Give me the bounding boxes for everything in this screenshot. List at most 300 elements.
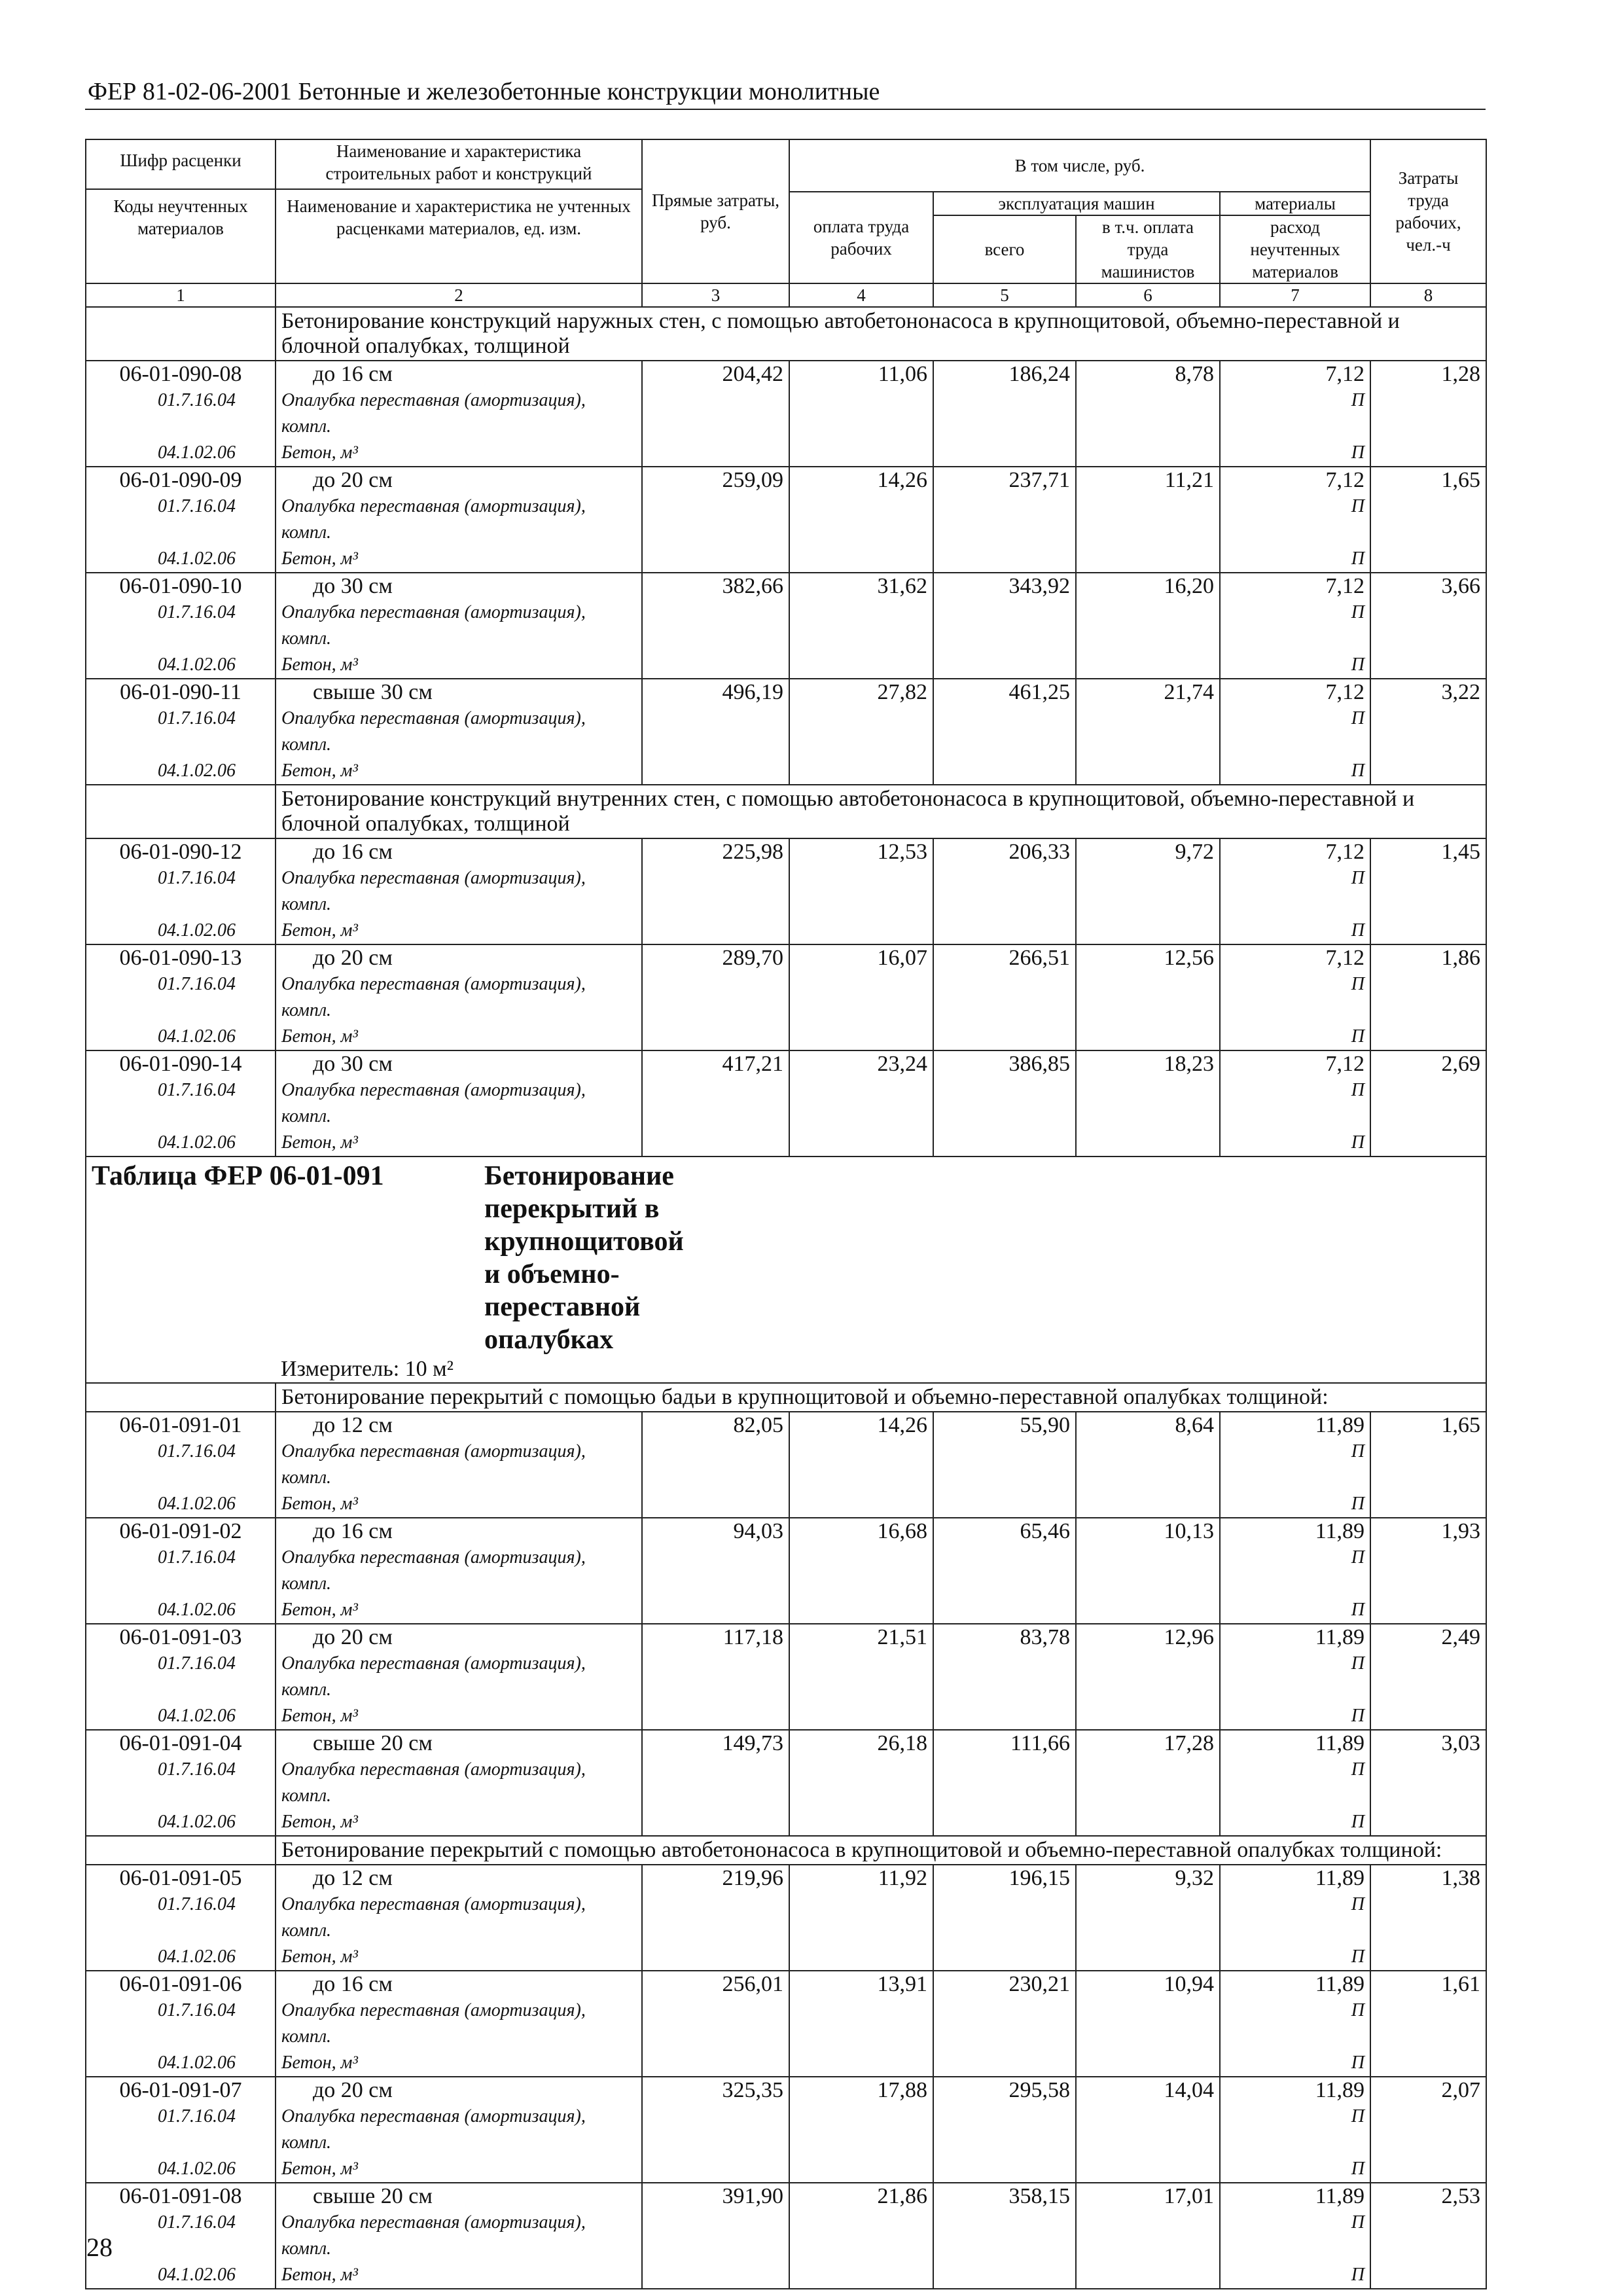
rate-code-cell [86, 573, 276, 679]
header-machines: эксплуатация машин [933, 192, 1220, 215]
material-project-mark: П [1351, 548, 1365, 569]
section-heading-empty [86, 307, 276, 361]
rate-code: 06-01-091-07 [119, 2078, 242, 2102]
material-name: Бетон, м³ [281, 2159, 358, 2179]
rate-code-cell [86, 361, 276, 467]
labor-hours: 1,28 [1441, 362, 1481, 386]
material-project-mark: П [1351, 1946, 1365, 1967]
table-row [86, 2077, 1486, 2183]
subtable-label: Таблица ФЕР 06-01-091 [92, 1161, 384, 1191]
table-row [86, 1865, 1486, 1971]
material-use: 11,89 [1315, 1731, 1365, 1755]
material-project-mark: П [1351, 602, 1365, 622]
machines-total-cell [933, 1865, 1076, 1971]
header-including: В том числе, руб. [789, 139, 1370, 192]
direct-costs-cell [642, 944, 789, 1050]
machines-total-cell [933, 361, 1076, 467]
labor-hours: 1,61 [1441, 1972, 1481, 1996]
material-code: 01.7.16.04 [158, 602, 236, 622]
direct-costs: 391,90 [722, 2184, 783, 2208]
machinist-pay-cell [1076, 1412, 1220, 1518]
direct-costs-cell [642, 1412, 789, 1518]
work-name-cell [276, 1865, 642, 1971]
machinist-pay: 8,64 [1175, 1413, 1214, 1437]
work-name-cell [276, 1730, 642, 1836]
machines-total: 206,33 [1008, 840, 1070, 864]
labor-hours-cell [1370, 1971, 1486, 2077]
machines-total: 461,25 [1008, 680, 1070, 704]
table-row [86, 2183, 1486, 2289]
labor-pay-cell [789, 838, 933, 944]
direct-costs: 82,05 [733, 1413, 783, 1437]
labor-hours-cell [1370, 679, 1486, 785]
material-code: 04.1.02.06 [158, 1706, 236, 1726]
material-use: 11,89 [1315, 1866, 1365, 1890]
material-project-mark: П [1351, 2212, 1365, 2233]
material-code: 01.7.16.04 [158, 1894, 236, 1914]
labor-hours-cell [1370, 467, 1486, 573]
machinist-pay: 8,78 [1175, 362, 1214, 386]
direct-costs-cell [642, 1624, 789, 1730]
work-name: до 20 см [313, 468, 393, 492]
material-use-cell [1220, 1865, 1370, 1971]
material-code: 04.1.02.06 [158, 1132, 236, 1153]
material-name: Опалубка переставная (амортизация), компл. [281, 974, 586, 1020]
material-use-cell [1220, 2077, 1370, 2183]
table-row [86, 573, 1486, 679]
material-name: Бетон, м³ [281, 2265, 358, 2285]
material-use: 7,12 [1325, 1052, 1365, 1076]
rate-code: 06-01-091-01 [119, 1413, 242, 1437]
work-name: до 16 см [313, 840, 393, 864]
direct-costs-cell [642, 1971, 789, 2077]
work-name: до 16 см [313, 1972, 393, 1996]
labor-hours: 2,07 [1441, 2078, 1481, 2102]
material-use-cell [1220, 467, 1370, 573]
machines-total-cell [933, 1050, 1076, 1157]
material-project-mark: П [1351, 442, 1365, 463]
table-body [86, 307, 1486, 2289]
labor-pay-cell [789, 1624, 933, 1730]
machinist-pay: 21,74 [1164, 680, 1214, 704]
labor-hours: 1,65 [1441, 1413, 1481, 1437]
labor-hours-cell [1370, 2077, 1486, 2183]
labor-hours: 3,66 [1441, 574, 1481, 598]
table-row [86, 1971, 1486, 2077]
meter-cell [276, 1356, 1486, 1383]
material-name: Опалубка переставная (амортизация), компл. [281, 708, 586, 755]
machines-total: 83,78 [1020, 1625, 1070, 1649]
material-name: Бетон, м³ [281, 1132, 358, 1153]
machinist-pay: 9,32 [1175, 1866, 1214, 1890]
material-project-mark: П [1351, 1600, 1365, 1620]
material-use: 7,12 [1325, 362, 1365, 386]
rate-code-cell [86, 1624, 276, 1730]
material-project-mark: П [1351, 1759, 1365, 1780]
machinist-pay: 12,96 [1164, 1625, 1214, 1649]
machinist-pay-cell [1076, 679, 1220, 785]
material-use: 7,12 [1325, 840, 1365, 864]
material-code: 04.1.02.06 [158, 442, 236, 463]
material-use: 7,12 [1325, 946, 1365, 970]
material-code: 01.7.16.04 [158, 1441, 236, 1462]
col-num-8: 8 [1370, 283, 1486, 307]
machinist-pay-cell [1076, 2077, 1220, 2183]
direct-costs: 417,21 [722, 1052, 783, 1076]
rate-code: 06-01-090-08 [119, 362, 242, 386]
direct-costs-cell [642, 838, 789, 944]
material-use-cell [1220, 1412, 1370, 1518]
work-name-cell [276, 1050, 642, 1157]
labor-pay-cell [789, 361, 933, 467]
rate-code: 06-01-091-03 [119, 1625, 242, 1649]
labor-pay-cell [789, 1518, 933, 1624]
material-use: 11,89 [1315, 2078, 1365, 2102]
material-use: 11,89 [1315, 1625, 1365, 1649]
material-name: Опалубка переставная (амортизация), компл. [281, 1653, 586, 1700]
labor-pay: 21,86 [877, 2184, 927, 2208]
col-num-5: 5 [933, 283, 1076, 307]
labor-pay: 27,82 [877, 680, 927, 704]
subtable-heading-row [86, 1157, 1486, 1356]
rate-code: 06-01-090-10 [119, 574, 242, 598]
material-code: 01.7.16.04 [158, 868, 236, 888]
direct-costs: 289,70 [722, 946, 783, 970]
material-project-mark: П [1351, 2106, 1365, 2126]
material-code: 04.1.02.06 [158, 2265, 236, 2285]
work-name: до 30 см [313, 574, 393, 598]
labor-pay: 17,88 [877, 2078, 927, 2102]
material-use-cell [1220, 838, 1370, 944]
material-use: 7,12 [1325, 680, 1365, 704]
section-heading-row [86, 1836, 1486, 1865]
direct-costs-cell [642, 361, 789, 467]
material-project-mark: П [1351, 920, 1365, 941]
machinist-pay: 12,56 [1164, 946, 1214, 970]
work-name-cell [276, 467, 642, 573]
rate-code-cell [86, 1865, 276, 1971]
material-name: Бетон, м³ [281, 1812, 358, 1832]
material-project-mark: П [1351, 1080, 1365, 1100]
rate-code-cell [86, 1518, 276, 1624]
direct-costs: 256,01 [722, 1972, 783, 1996]
material-project-mark: П [1351, 1026, 1365, 1047]
material-name: Бетон, м³ [281, 442, 358, 463]
material-use-cell [1220, 1730, 1370, 1836]
machines-total: 65,46 [1020, 1519, 1070, 1543]
col-num-4: 4 [789, 283, 933, 307]
material-name: Бетон, м³ [281, 1946, 358, 1967]
material-project-mark: П [1351, 1706, 1365, 1726]
machines-total-cell [933, 1518, 1076, 1624]
direct-costs-cell [642, 1865, 789, 1971]
section-heading-empty [86, 1383, 276, 1412]
labor-hours-cell [1370, 1865, 1486, 1971]
material-name: Опалубка переставная (амортизация), компл. [281, 496, 586, 543]
machinist-pay-cell [1076, 1971, 1220, 2077]
header-materials: материалы [1220, 192, 1370, 215]
machines-total-cell [933, 1624, 1076, 1730]
direct-costs: 325,35 [722, 2078, 783, 2102]
header-machines-total: всего [933, 215, 1076, 283]
section-heading: Бетонирование конструкций внутренних стен, с помощью автобетононасоса в крупнощитовой, объемно-переставной и блочной опалубках, толщиной [276, 785, 1486, 838]
material-code: 01.7.16.04 [158, 1653, 236, 1674]
rate-code-cell [86, 944, 276, 1050]
material-project-mark: П [1351, 390, 1365, 410]
rate-code: 06-01-091-08 [119, 2184, 242, 2208]
work-name: свыше 20 см [313, 1731, 433, 1755]
material-name: Бетон, м³ [281, 761, 358, 781]
rate-code-cell [86, 2183, 276, 2289]
section-heading-row [86, 1383, 1486, 1412]
work-name-cell [276, 1412, 642, 1518]
rate-code: 06-01-091-06 [119, 1972, 242, 1996]
table-row [86, 838, 1486, 944]
labor-pay-cell [789, 467, 933, 573]
rate-code: 06-01-091-02 [119, 1519, 242, 1543]
material-name: Опалубка переставная (амортизация), компл. [281, 1547, 586, 1594]
labor-hours: 1,65 [1441, 468, 1481, 492]
header-labor-hours: Затраты труда рабочих, чел.-ч [1370, 139, 1486, 283]
labor-hours-cell [1370, 1730, 1486, 1836]
rate-code: 06-01-090-12 [119, 840, 242, 864]
labor-hours: 3,22 [1441, 680, 1481, 704]
machinist-pay-cell [1076, 1624, 1220, 1730]
direct-costs-cell [642, 1518, 789, 1624]
material-code: 04.1.02.06 [158, 2053, 236, 2073]
direct-costs-cell [642, 2077, 789, 2183]
material-use-cell [1220, 361, 1370, 467]
machinist-pay: 14,04 [1164, 2078, 1214, 2102]
rate-code: 06-01-090-11 [120, 680, 241, 704]
material-name: Бетон, м³ [281, 920, 358, 941]
machinist-pay-cell [1076, 1865, 1220, 1971]
rate-code: 06-01-090-14 [119, 1052, 242, 1076]
machines-total: 358,15 [1008, 2184, 1070, 2208]
machines-total: 386,85 [1008, 1052, 1070, 1076]
labor-pay: 16,68 [877, 1519, 927, 1543]
machinist-pay: 10,13 [1164, 1519, 1214, 1543]
labor-hours: 2,69 [1441, 1052, 1481, 1076]
machines-total: 230,21 [1008, 1972, 1070, 1996]
rate-code: 06-01-090-09 [119, 468, 242, 492]
labor-pay-cell [789, 1971, 933, 2077]
material-name: Опалубка переставная (амортизация), компл. [281, 2106, 586, 2153]
section-heading: Бетонирование конструкций наружных стен, с помощью автобетононасоса в крупнощитовой, объемно-переставной и блочной опалубках, толщиной [276, 307, 1486, 361]
machinist-pay-cell [1076, 1518, 1220, 1624]
machines-total-cell [933, 467, 1076, 573]
col-num-1: 1 [86, 283, 276, 307]
material-use-cell [1220, 1518, 1370, 1624]
rate-code-cell [86, 1050, 276, 1157]
machinist-pay-cell [1076, 2183, 1220, 2289]
work-name-cell [276, 2077, 642, 2183]
machinist-pay: 9,72 [1175, 840, 1214, 864]
material-project-mark: П [1351, 708, 1365, 728]
direct-costs-cell [642, 1730, 789, 1836]
material-use: 11,89 [1315, 2184, 1365, 2208]
material-name: Опалубка переставная (амортизация), компл. [281, 1441, 586, 1488]
machines-total-cell [933, 2077, 1076, 2183]
machinist-pay: 18,23 [1164, 1052, 1214, 1076]
labor-hours-cell [1370, 1518, 1486, 1624]
labor-hours-cell [1370, 573, 1486, 679]
header-code-bottom: Коды неучтенных материалов [86, 188, 275, 240]
labor-pay-cell [789, 679, 933, 785]
subtable-title-cont [642, 1157, 1486, 1356]
material-name: Бетон, м³ [281, 655, 358, 675]
labor-hours-cell [1370, 361, 1486, 467]
material-use-cell [1220, 1050, 1370, 1157]
material-name: Опалубка переставная (амортизация), компл. [281, 1894, 586, 1941]
work-name: до 20 см [313, 946, 393, 970]
material-code: 01.7.16.04 [158, 2000, 236, 2020]
machinist-pay-cell [1076, 944, 1220, 1050]
work-name-cell [276, 2183, 642, 2289]
labor-pay: 12,53 [877, 840, 927, 864]
labor-pay: 11,06 [878, 362, 927, 386]
direct-costs-cell [642, 467, 789, 573]
labor-hours-cell [1370, 1050, 1486, 1157]
header-machinist-pay: в т.ч. оплата труда машинистов [1076, 215, 1220, 283]
direct-costs-cell [642, 2183, 789, 2289]
machines-total-cell [933, 679, 1076, 785]
labor-hours: 1,86 [1441, 946, 1481, 970]
section-heading: Бетонирование перекрытий с помощью бадьи в крупнощитовой и объемно-переставной опалубках толщиной: [276, 1383, 1486, 1412]
rate-code: 06-01-090-13 [119, 946, 242, 970]
work-name-cell [276, 838, 642, 944]
direct-costs-cell [642, 1050, 789, 1157]
material-name: Опалубка переставная (амортизация), компл. [281, 1759, 586, 1806]
machines-total: 266,51 [1008, 946, 1070, 970]
subtable-heading [92, 1157, 684, 1356]
column-number-row [86, 283, 1486, 307]
section-heading-empty [86, 785, 276, 838]
labor-pay: 26,18 [877, 1731, 927, 1755]
work-name-cell [276, 944, 642, 1050]
labor-hours-cell [1370, 2183, 1486, 2289]
work-name: до 16 см [313, 1519, 393, 1543]
machinist-pay-cell [1076, 838, 1220, 944]
material-project-mark: П [1351, 2265, 1365, 2285]
material-use: 11,89 [1315, 1413, 1365, 1437]
rates-table [85, 139, 1487, 2289]
material-use-cell [1220, 573, 1370, 679]
rates-table-wrapper [85, 139, 1486, 2289]
machinist-pay-cell [1076, 573, 1220, 679]
material-code: 01.7.16.04 [158, 708, 236, 728]
material-project-mark: П [1351, 1494, 1365, 1514]
work-name-cell [276, 1518, 642, 1624]
direct-costs-cell [642, 679, 789, 785]
direct-costs: 225,98 [722, 840, 783, 864]
material-code: 01.7.16.04 [158, 1080, 236, 1100]
machines-total-cell [933, 573, 1076, 679]
material-project-mark: П [1351, 868, 1365, 888]
direct-costs: 219,96 [722, 1866, 783, 1890]
labor-pay-cell [789, 1865, 933, 1971]
material-code: 01.7.16.04 [158, 974, 236, 994]
meter-empty [86, 1356, 276, 1383]
table-row [86, 361, 1486, 467]
rate-code-cell [86, 467, 276, 573]
machines-total: 186,24 [1008, 362, 1070, 386]
section-heading: Бетонирование перекрытий с помощью автобетононасоса в крупнощитовой и объемно-переставной опалубках толщиной: [276, 1836, 1486, 1865]
material-name: Опалубка переставная (амортизация), компл. [281, 1080, 586, 1126]
work-name: до 30 см [313, 1052, 393, 1076]
meter-row [86, 1356, 1486, 1383]
direct-costs: 149,73 [722, 1731, 783, 1755]
work-name-cell [276, 679, 642, 785]
col-num-2: 2 [276, 283, 642, 307]
machines-total: 196,15 [1008, 1866, 1070, 1890]
work-name: до 20 см [313, 2078, 393, 2102]
material-code: 04.1.02.06 [158, 920, 236, 941]
material-project-mark: П [1351, 2000, 1365, 2020]
labor-pay-cell [789, 1730, 933, 1836]
material-name: Бетон, м³ [281, 1494, 358, 1514]
material-project-mark: П [1351, 496, 1365, 516]
rate-code: 06-01-091-05 [119, 1866, 242, 1890]
labor-pay-cell [789, 2183, 933, 2289]
labor-hours-cell [1370, 1624, 1486, 1730]
labor-pay-cell [789, 1050, 933, 1157]
col-num-3: 3 [642, 283, 789, 307]
work-name: до 12 см [313, 1413, 393, 1437]
rate-code-cell [86, 1730, 276, 1836]
material-code: 04.1.02.06 [158, 1946, 236, 1967]
material-use: 7,12 [1325, 574, 1365, 598]
col-num-7: 7 [1220, 283, 1370, 307]
material-code: 04.1.02.06 [158, 1494, 236, 1514]
header-code-top: Шифр расценки [120, 151, 241, 170]
material-use: 11,89 [1315, 1972, 1365, 1996]
material-project-mark: П [1351, 1547, 1365, 1568]
subtable-title-block [484, 1157, 684, 1356]
rate-code-cell [86, 2077, 276, 2183]
header-name-top: Наименование и характеристика строительных работ и конструкций [325, 141, 592, 183]
machinist-pay-cell [1076, 1050, 1220, 1157]
material-name: Опалубка переставная (амортизация), компл. [281, 2212, 586, 2259]
material-code: 01.7.16.04 [158, 1759, 236, 1780]
machines-total: 111,66 [1010, 1731, 1070, 1755]
document-header: ФЕР 81-02-06-2001 Бетонные и железобетонные конструкции монолитные [88, 78, 880, 105]
material-code: 01.7.16.04 [158, 2106, 236, 2126]
labor-pay: 31,62 [877, 574, 927, 598]
header-material-use: расход неучтенных материалов [1220, 215, 1370, 283]
labor-pay-cell [789, 1412, 933, 1518]
material-name: Бетон, м³ [281, 1026, 358, 1047]
material-name: Опалубка переставная (амортизация), компл. [281, 2000, 586, 2047]
table-row [86, 1412, 1486, 1518]
labor-pay: 23,24 [877, 1052, 927, 1076]
labor-hours: 2,49 [1441, 1625, 1481, 1649]
material-project-mark: П [1351, 1812, 1365, 1832]
machines-total: 343,92 [1008, 574, 1070, 598]
labor-hours: 3,03 [1441, 1731, 1481, 1755]
labor-pay: 16,07 [877, 946, 927, 970]
labor-pay: 11,92 [878, 1866, 927, 1890]
material-code: 04.1.02.06 [158, 1600, 236, 1620]
material-project-mark: П [1351, 655, 1365, 675]
machinist-pay: 10,94 [1164, 1972, 1214, 1996]
rate-code: 06-01-091-04 [119, 1731, 242, 1755]
rate-code-cell [86, 838, 276, 944]
machines-total: 55,90 [1020, 1413, 1070, 1437]
rate-code-cell [86, 1971, 276, 2077]
material-use: 11,89 [1315, 1519, 1365, 1543]
meter-label: Измеритель: 10 м² [281, 1357, 454, 1381]
